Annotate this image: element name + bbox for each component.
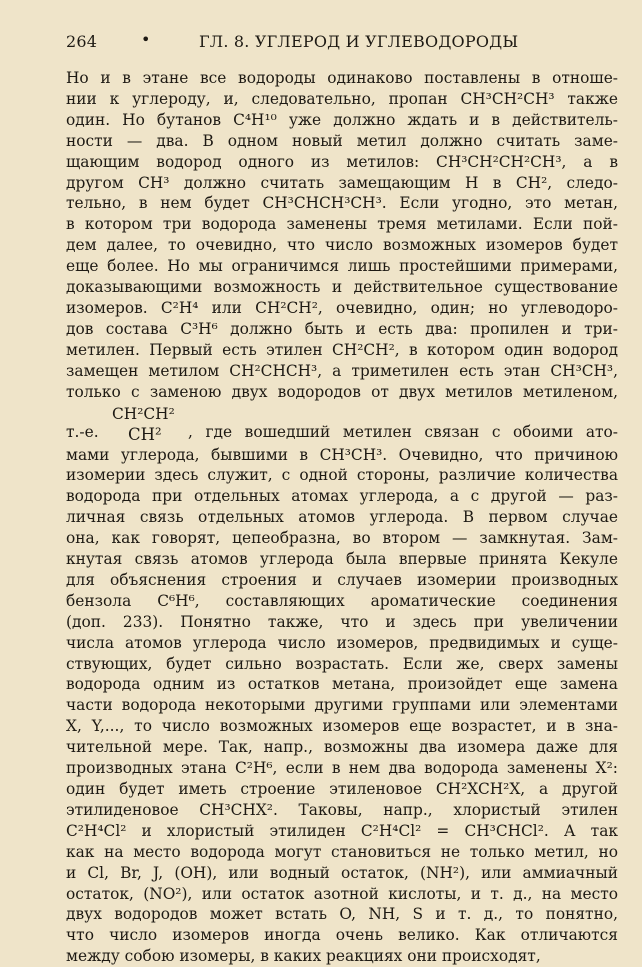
formula-ring-bottom: CH²	[128, 424, 162, 444]
running-title: ГЛ. 8. УГЛЕРОД И УГЛЕВОДОРОДЫ	[199, 32, 519, 51]
text-line: ности — два. В одном новый метил должно считать заме-	[66, 131, 618, 150]
text-line: X, Y,..., то число возможных изомеров еще возрастет, и в зна-	[66, 717, 618, 736]
text-line: между собою изомеры, в каких реакциях они происходят,	[66, 947, 541, 966]
page-header	[66, 32, 606, 54]
page-number: 264	[66, 32, 98, 51]
text-line: бензола C⁶H⁶, составляющих ароматические соединения	[66, 591, 618, 610]
text-line: изомерии здесь служит, с одной стороны, различие количества	[66, 466, 618, 485]
text-line: метилен. Первый есть этилен CH²CH², в котором один водород	[66, 340, 618, 359]
text-line: водорода одним из остатков метана, произойдет еще замена	[66, 675, 618, 694]
text-line: другом CH³ должно считать замещающим H в CH², следо-	[66, 173, 618, 192]
text-line: и Cl, Br, J, (OH), или водный остаток, (NH²), или аммиачный	[66, 863, 618, 882]
text-line: дем далее, то очевидно, что число возможных изомеров будет	[66, 236, 618, 255]
text-line: щающим водород одного из метилов: CH³CH²CH²CH³, а в	[66, 152, 618, 171]
text-line: в котором три водорода заменены тремя метилами. Если пой-	[66, 215, 618, 234]
text-line: еще более. Но мы ограничимся лишь простейшими примерами,	[66, 257, 618, 276]
text-line: личная связь отдельных атомов углерода. В первом случае	[66, 508, 618, 527]
text-line: мами углерода, бывшими в CH³CH³. Очевидно, что причиною	[66, 445, 618, 464]
text-line: что число изомеров иногда очень велико. Как отличаются	[66, 926, 618, 945]
text-line: (доп. 233). Понятно также, что и здесь при увеличении	[66, 612, 618, 631]
text-line: числа атомов углерода число изомеров, предвидимых и суще-	[66, 633, 618, 652]
text-line: она, как говорят, цепеобразна, во втором — замкнутая. Зам-	[66, 529, 618, 548]
text-line: водорода при отдельных атомах углерода, а с другой — раз-	[66, 487, 618, 506]
formula-ring-top: CH²CH²	[112, 404, 175, 423]
text-line: только с заменою двух водородов от двух метилов метиленом,	[66, 382, 618, 401]
text-line: доказывающими возможность и действительное существование	[66, 278, 618, 297]
text-line: чительной мере. Так, напр., возможны два изомера даже для	[66, 738, 618, 757]
body-text	[66, 68, 618, 967]
text-line: кнутая связь атомов углерода была впервые принята Кекуле	[66, 550, 618, 569]
text-line: двух водородов может встать O, NH, S и т. д., то понятно,	[66, 905, 618, 924]
text-line: остаток, (NO²), или остаток азотной кислоты, и т. д., на место	[66, 884, 618, 903]
text-line: один будет иметь строение этиленовое CH²XCH²X, а другой	[66, 780, 618, 798]
text-line: изомеров. C²H⁴ или CH²CH², очевидно, один; но углеводоро-	[66, 298, 618, 317]
text-line: нии к углероду, и, следовательно, пропан CH³CH²CH³ также	[66, 89, 618, 108]
text-line: производных этана C²H⁶, если в нем два водорода заменены X²:	[66, 759, 618, 778]
text-line: тельно, в нем будет CH³CHCH³CH³. Если угодно, это метан,	[66, 194, 618, 213]
formula-lead: т.-е.	[66, 422, 99, 441]
text-line: как на место водорода могут становиться не только метил, но	[66, 842, 618, 861]
text-line: C²H⁴Cl² и хлористый этилиден C²H⁴Cl² = CH³CHCl². А так	[66, 821, 618, 840]
text-line: дов состава C³H⁶ должно быть и есть два: пропилен и три-	[66, 319, 618, 338]
formula-continuation: , где вошедший метилен связан с обоими ато-	[188, 422, 618, 441]
text-line: для объяснения строения и случаев изомерии производных	[66, 570, 618, 589]
text-line: Но и в этане все водороды одинаково поставлены в отноше-	[66, 69, 618, 87]
text-line: этилиденовое CH³CHX². Таковы, напр., хлористый этилен	[66, 800, 618, 819]
text-line: один. Но бутанов C⁴H¹⁰ уже должно ждать и в действитель-	[66, 110, 618, 129]
cyclopropane-formula-line	[66, 403, 618, 445]
text-line: части водорода некоторыми другими группами или элементами	[66, 696, 618, 715]
text-line: замещен метилом CH²CHCH³, а триметилен есть этан CH³CH³,	[66, 361, 618, 380]
text-line: ствующих, будет сильно возрастать. Если же, сверх замены	[66, 654, 618, 673]
header-dot: •	[141, 30, 151, 49]
